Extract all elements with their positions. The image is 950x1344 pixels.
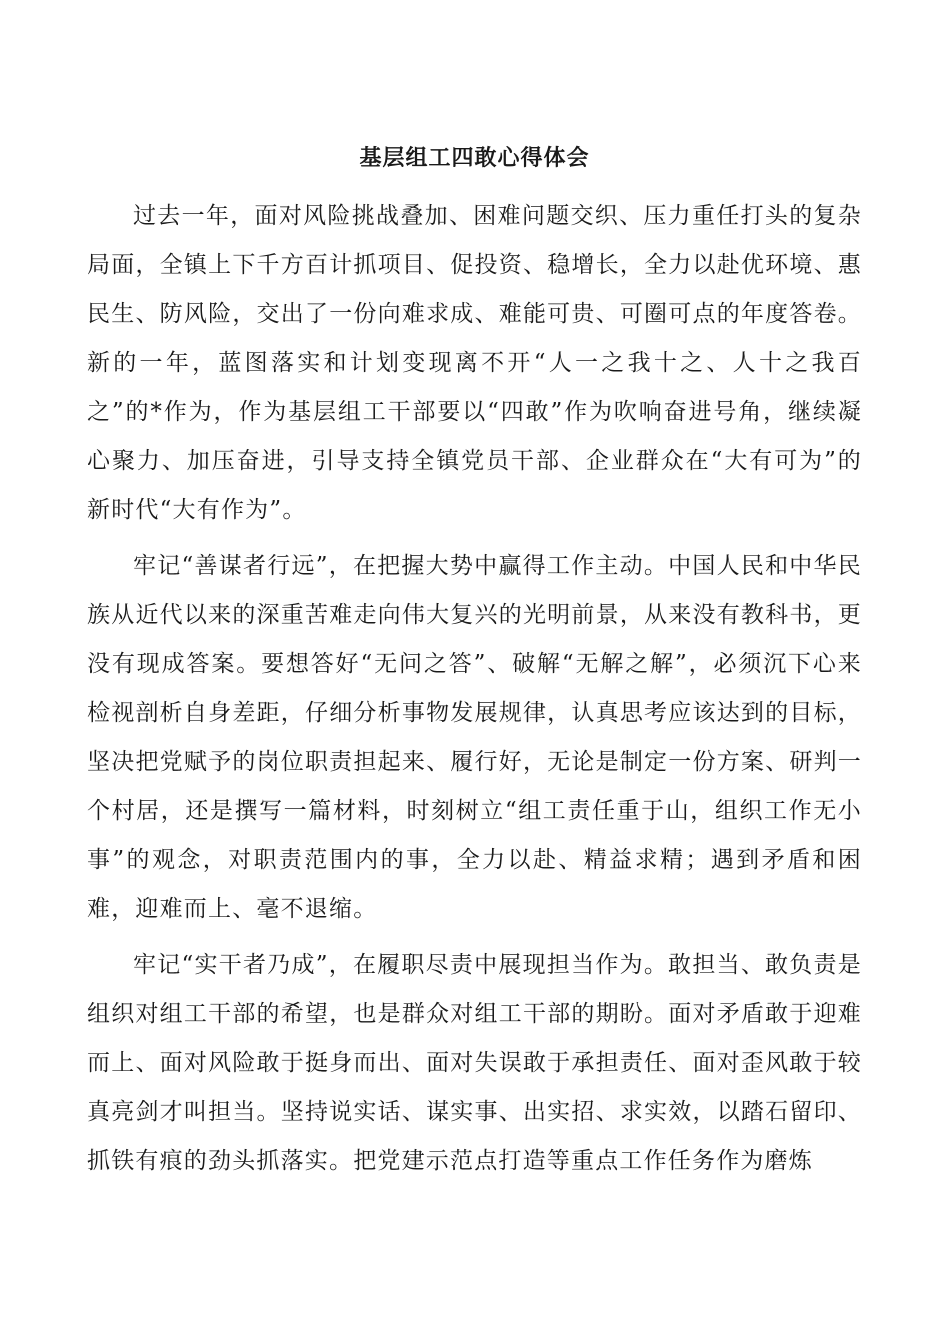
paragraph-1: 过去一年，面对风险挑战叠加、困难问题交织、压力重任打头的复杂局面，全镇上下千方百计抓项目、促投资、稳增长，全力以赴优环境、惠民生、防风险，交出了一份向难求成、难能可贵、可圈可点的年度答卷。新的一年，蓝图落实和计划变现离不开“人一之我十之、人十之我百之”的*作为，作为基层组工干部要以“四敢”作为吹响奋进号角，继续凝心聚力、加压奋进，引导支持全镇党员干部、企业群众在“大有可为”的新时代“大有作为”。	[87, 203, 862, 523]
document-title: 基层组工四敢心得体会	[359, 145, 590, 171]
paragraph-3: 牢记“实干者乃成”，在履职尽责中展现担当作为。敢担当、敢负责是组织对组工干部的希望，也是群众对组工干部的期盼。面对矛盾敢于迎难而上、面对风险敢于挺身而出、面对失误敢于承担责任、面对歪风敢于较真亮剑才叫担当。坚持说实话、谋实事、出实招、求实效，以踏石留印、抓铁有痕的劲头抓落实。把党建示范点打造等重点工作任务作为磨炼	[87, 952, 862, 1174]
document-body	[87, 136, 862, 1193]
paragraph-2: 牢记“善谋者行远”，在把握大势中赢得工作主动。中国人民和中华民族从近代以来的深重苦难走向伟大复兴的光明前景，从来没有教科书，更没有现成答案。要想答好“无问之答”、破解“无解之解”，必须沉下心来检视剖析自身差距，仔细分析事物发展规律，认真思考应该达到的目标，坚决把党赋予的岗位职责担起来、履行好，无论是制定一份方案、研判一个村居，还是撰写一篇材料，时刻树立“组工责任重于山，组织工作无小事”的观念，对职责范围内的事，全力以赴、精益求精；遇到矛盾和困难，迎难而上、毫不退缩。	[87, 553, 862, 922]
